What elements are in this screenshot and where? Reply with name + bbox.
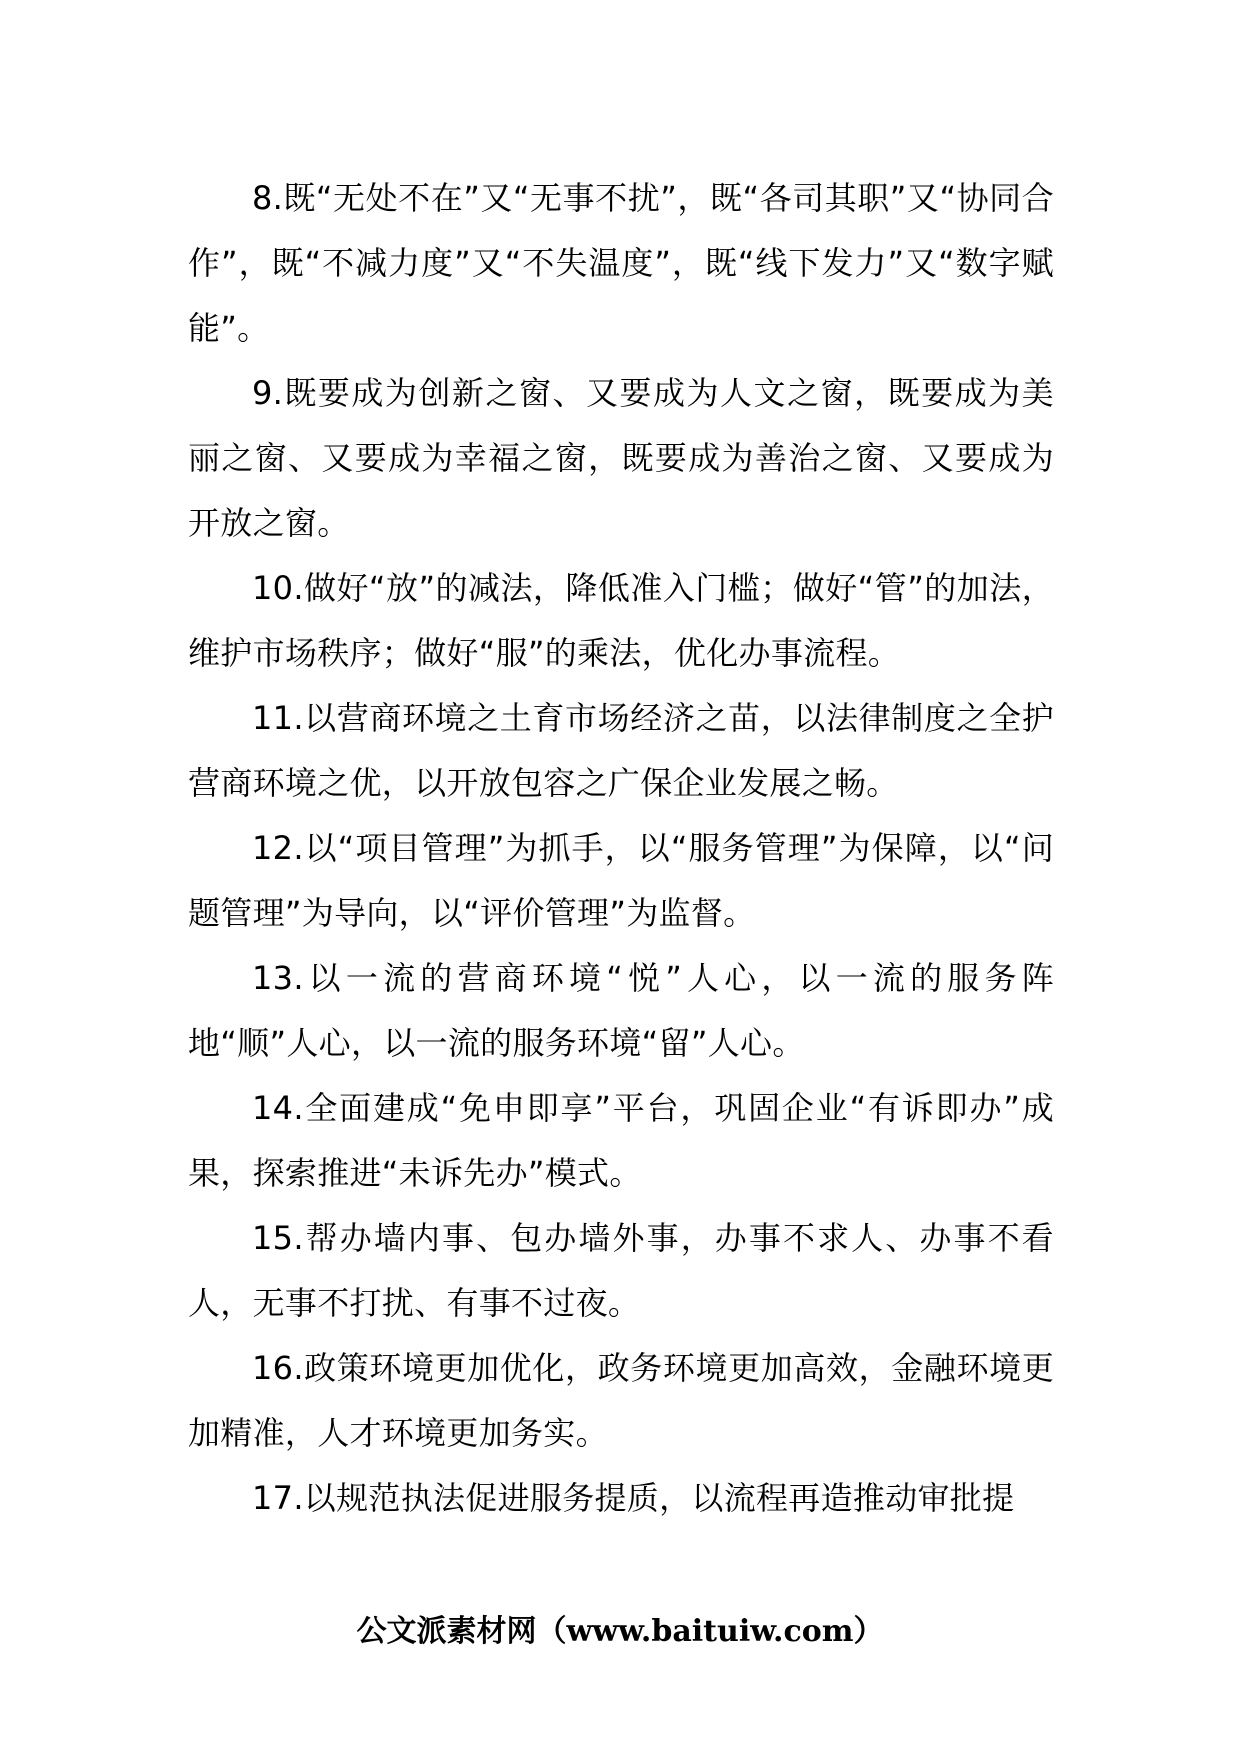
footer-watermark: 公文派素材网（www.baituiw.com）	[356, 1614, 884, 1649]
paragraph-16: 16.政策环境更加优化，政务环境更加高效，金融环境更加精准，人才环境更加务实。	[188, 1349, 1054, 1452]
paragraph-14: 14.全面建成“免申即享”平台，巩固企业“有诉即办”成果，探索推进“未诉先办”模式。	[188, 1089, 1054, 1192]
paragraph-17: 17.以规范执法促进服务提质，以流程再造推动审批提	[252, 1479, 1015, 1517]
paragraph-13: 13.以一流的营商环境“悦”人心，以一流的服务阵地“顺”人心，以一流的服务环境“留”人心。	[188, 959, 1054, 1062]
paragraph-11: 11.以营商环境之土育市场经济之苗，以法律制度之全护营商环境之优，以开放包容之广保企业发展之畅。	[188, 699, 1054, 802]
paragraph-12: 12.以“项目管理”为抓手，以“服务管理”为保障，以“问题管理”为导向，以“评价管理”为监督。	[188, 829, 1054, 932]
document-body	[188, 166, 1054, 1531]
paragraph-10: 10.做好“放”的减法，降低准入门槛；做好“管”的加法，维护市场秩序；做好“服”的乘法，优化办事流程。	[188, 569, 1054, 672]
paragraph-15: 15.帮办墙内事、包办墙外事，办事不求人、办事不看人，无事不打扰、有事不过夜。	[188, 1219, 1054, 1322]
paragraph-9: 9.既要成为创新之窗、又要成为人文之窗，既要成为美丽之窗、又要成为幸福之窗，既要成为善治之窗、又要成为开放之窗。	[188, 374, 1054, 542]
paragraph-8: 8.既“无处不在”又“无事不扰”，既“各司其职”又“协同合作”，既“不减力度”又“不失温度”，既“线下发力”又“数字赋能”。	[188, 179, 1054, 347]
